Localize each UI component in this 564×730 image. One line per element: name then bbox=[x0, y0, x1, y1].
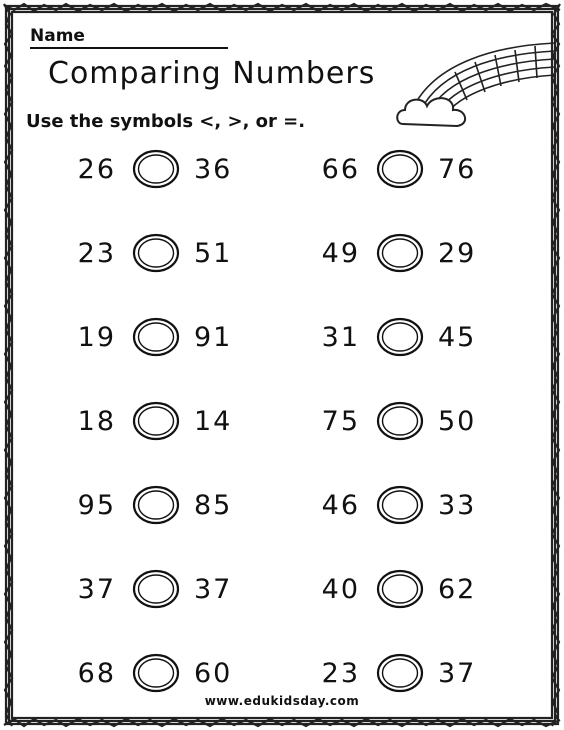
answer-circle[interactable] bbox=[375, 400, 425, 442]
answer-circle[interactable] bbox=[131, 484, 181, 526]
right-number: 14 bbox=[194, 406, 233, 437]
left-number: 18 bbox=[77, 406, 116, 437]
left-number: 26 bbox=[77, 154, 116, 185]
right-number: 37 bbox=[194, 574, 233, 605]
comparison-problem bbox=[76, 400, 246, 444]
left-number: 37 bbox=[77, 574, 116, 605]
right-number: 85 bbox=[194, 490, 233, 521]
answer-circle[interactable] bbox=[375, 568, 425, 610]
comparison-problem bbox=[76, 316, 246, 360]
comparison-problem bbox=[76, 484, 246, 528]
right-number: 29 bbox=[438, 238, 477, 269]
answer-circle[interactable] bbox=[375, 148, 425, 190]
right-number: 51 bbox=[194, 238, 233, 269]
comparison-problem bbox=[76, 652, 246, 696]
left-number: 40 bbox=[321, 574, 360, 605]
right-number: 36 bbox=[194, 154, 233, 185]
right-number: 33 bbox=[438, 490, 477, 521]
name-line[interactable] bbox=[30, 47, 228, 49]
left-number: 31 bbox=[321, 322, 360, 353]
answer-circle[interactable] bbox=[375, 652, 425, 694]
comparison-problem bbox=[320, 484, 490, 528]
right-number: 45 bbox=[438, 322, 477, 353]
right-number: 50 bbox=[438, 406, 477, 437]
left-number: 23 bbox=[77, 238, 116, 269]
comparison-problem bbox=[76, 568, 246, 612]
right-number: 91 bbox=[194, 322, 233, 353]
website-footer: www.edukidsday.com bbox=[204, 694, 360, 708]
left-number: 46 bbox=[321, 490, 360, 521]
right-number: 62 bbox=[438, 574, 477, 605]
answer-circle[interactable] bbox=[131, 568, 181, 610]
answer-circle[interactable] bbox=[131, 316, 181, 358]
right-number: 60 bbox=[194, 658, 233, 689]
answer-circle[interactable] bbox=[375, 232, 425, 274]
comparison-problem bbox=[320, 148, 490, 192]
worksheet-title: Comparing Numbers bbox=[48, 56, 376, 91]
answer-circle[interactable] bbox=[131, 148, 181, 190]
left-number: 68 bbox=[77, 658, 116, 689]
rainbow-cloud-icon bbox=[395, 38, 555, 138]
right-number: 76 bbox=[438, 154, 477, 185]
comparison-problem bbox=[320, 232, 490, 276]
left-number: 49 bbox=[321, 238, 360, 269]
answer-circle[interactable] bbox=[131, 652, 181, 694]
left-number: 66 bbox=[321, 154, 360, 185]
left-number: 95 bbox=[77, 490, 116, 521]
instruction-text: Use the symbols <, >, or =. bbox=[26, 111, 306, 132]
left-number: 19 bbox=[77, 322, 116, 353]
answer-circle[interactable] bbox=[131, 232, 181, 274]
comparison-problem bbox=[76, 232, 246, 276]
name-label: Name bbox=[30, 26, 85, 46]
comparison-problem bbox=[320, 316, 490, 360]
comparison-problem bbox=[320, 568, 490, 612]
answer-circle[interactable] bbox=[375, 484, 425, 526]
answer-circle[interactable] bbox=[375, 316, 425, 358]
left-number: 23 bbox=[321, 658, 360, 689]
comparison-problem bbox=[76, 148, 246, 192]
left-number: 75 bbox=[321, 406, 360, 437]
comparison-problem bbox=[320, 400, 490, 444]
right-number: 37 bbox=[438, 658, 477, 689]
answer-circle[interactable] bbox=[131, 400, 181, 442]
comparison-problem bbox=[320, 652, 490, 696]
